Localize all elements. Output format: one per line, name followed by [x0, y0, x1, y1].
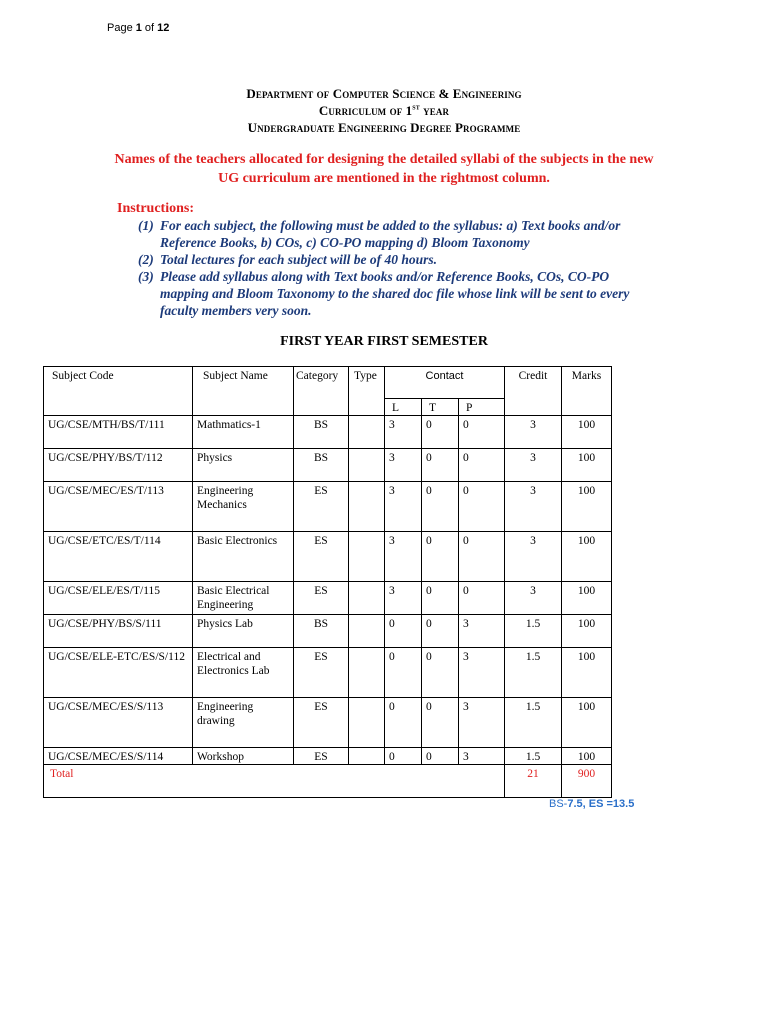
cell-p: 0 — [459, 532, 505, 582]
page-of: of — [141, 22, 158, 34]
cell-subject-code: UG/CSE/MEC/ES/T/113 — [44, 482, 193, 532]
cell-t: 0 — [422, 532, 459, 582]
cell-category: ES — [294, 532, 349, 582]
cell-subject-code: UG/CSE/MEC/ES/S/114 — [44, 748, 193, 765]
programme-heading: Undergraduate Engineering Degree Programme — [247, 120, 521, 135]
cell-t: 0 — [422, 648, 459, 698]
cell-subject-name: Basic Electrical Engineering — [193, 582, 294, 615]
cell-l: 3 — [385, 449, 422, 482]
cell-l: 0 — [385, 698, 422, 748]
cell-t: 0 — [422, 698, 459, 748]
cell-credit: 1.5 — [505, 748, 562, 765]
semester-title: FIRST YEAR FIRST SEMESTER — [280, 334, 488, 349]
curriculum-heading-pre: Curriculum of 1 — [318, 103, 413, 118]
credit-summary — [549, 798, 634, 810]
cell-l: 3 — [385, 416, 422, 449]
page-total: 12 — [157, 22, 170, 34]
header-category: Category — [294, 367, 349, 416]
total-marks: 900 — [562, 765, 612, 798]
cell-l: 3 — [385, 582, 422, 615]
cell-p: 3 — [459, 648, 505, 698]
table-row — [44, 748, 612, 765]
cell-category: ES — [294, 582, 349, 615]
cell-subject-code: UG/CSE/PHY/BS/S/111 — [44, 615, 193, 648]
table-row — [44, 416, 612, 449]
table-row — [44, 582, 612, 615]
cell-l: 0 — [385, 748, 422, 765]
cell-p: 3 — [459, 615, 505, 648]
page-prefix: Page — [107, 22, 136, 34]
cell-subject-name: Engineering drawing — [193, 698, 294, 748]
total-label: Total — [44, 765, 505, 798]
instruction-item — [138, 268, 658, 319]
header-type: Type — [349, 367, 385, 416]
table-row — [44, 482, 612, 532]
cell-t: 0 — [422, 449, 459, 482]
instruction-number: (2) — [138, 252, 154, 267]
cell-subject-code: UG/CSE/ELE-ETC/ES/S/112 — [44, 648, 193, 698]
cell-subject-name: Basic Electronics — [193, 532, 294, 582]
cell-subject-name: Engineering Mechanics — [193, 482, 294, 532]
instruction-number: (1) — [138, 218, 154, 233]
cell-credit: 3 — [505, 532, 562, 582]
cell-credit: 3 — [505, 416, 562, 449]
cell-credit: 1.5 — [505, 615, 562, 648]
cell-category: ES — [294, 482, 349, 532]
curriculum-heading — [0, 103, 768, 119]
cell-category: ES — [294, 698, 349, 748]
instructions-title: Instructions: — [117, 201, 195, 216]
instruction-text: Please add syllabus along with Text books and/or Reference Books, COs, CO-PO mapping and Bloom Taxonomy to the shared doc file whose link will be sent to every faculty members very soon. — [160, 269, 630, 318]
cell-type — [349, 416, 385, 449]
cell-marks: 100 — [562, 615, 612, 648]
cell-p: 0 — [459, 449, 505, 482]
cell-credit: 3 — [505, 482, 562, 532]
curriculum-table — [43, 366, 612, 798]
cell-type — [349, 648, 385, 698]
cell-subject-name: Workshop — [193, 748, 294, 765]
cell-type — [349, 698, 385, 748]
cell-credit: 1.5 — [505, 698, 562, 748]
cell-subject-code: UG/CSE/MTH/BS/T/111 — [44, 416, 193, 449]
cell-t: 0 — [422, 615, 459, 648]
cell-subject-code: UG/CSE/ETC/ES/T/114 — [44, 532, 193, 582]
cell-type — [349, 748, 385, 765]
cell-l: 0 — [385, 648, 422, 698]
table-row — [44, 615, 612, 648]
header-t: T — [422, 399, 459, 416]
table-row — [44, 648, 612, 698]
es-label: , ES = — [582, 798, 613, 810]
cell-credit: 3 — [505, 449, 562, 482]
cell-marks: 100 — [562, 748, 612, 765]
cell-subject-code: UG/CSE/PHY/BS/T/112 — [44, 449, 193, 482]
header-contact: Contact — [385, 367, 505, 399]
cell-marks: 100 — [562, 698, 612, 748]
table-row — [44, 532, 612, 582]
cell-marks: 100 — [562, 648, 612, 698]
instructions-list — [138, 217, 658, 319]
table-row — [44, 698, 612, 748]
cell-t: 0 — [422, 482, 459, 532]
cell-marks: 100 — [562, 582, 612, 615]
department-heading: Department of Computer Science & Engineering — [246, 86, 522, 101]
page-current: 1 — [135, 22, 142, 34]
cell-category: BS — [294, 449, 349, 482]
header-credit: Credit — [505, 367, 562, 416]
cell-marks: 100 — [562, 449, 612, 482]
cell-category: BS — [294, 416, 349, 449]
cell-category: ES — [294, 648, 349, 698]
cell-type — [349, 582, 385, 615]
instruction-number: (3) — [138, 269, 154, 284]
cell-marks: 100 — [562, 416, 612, 449]
es-value: 13.5 — [612, 798, 635, 810]
total-credit: 21 — [505, 765, 562, 798]
cell-subject-name: Physics — [193, 449, 294, 482]
cell-subject-name: Electrical and Electronics Lab — [193, 648, 294, 698]
cell-p: 0 — [459, 582, 505, 615]
cell-p: 3 — [459, 748, 505, 765]
header-l: L — [385, 399, 422, 416]
curriculum-heading-sup: st — [412, 102, 420, 112]
header-subject-name: Subject Name — [193, 367, 294, 416]
cell-l: 3 — [385, 482, 422, 532]
cell-subject-code: UG/CSE/MEC/ES/S/113 — [44, 698, 193, 748]
cell-l: 3 — [385, 532, 422, 582]
cell-subject-name: Physics Lab — [193, 615, 294, 648]
cell-credit: 3 — [505, 582, 562, 615]
cell-l: 0 — [385, 615, 422, 648]
cell-type — [349, 532, 385, 582]
cell-type — [349, 449, 385, 482]
header-subject-code: Subject Code — [44, 367, 193, 416]
cell-marks: 100 — [562, 532, 612, 582]
page-indicator — [107, 22, 169, 34]
teacher-allocation-notice: Names of the teachers allocated for designing the detailed syllabi of the subjects in the new UG curriculum are mentioned in the rightmost column. — [114, 152, 654, 186]
cell-type — [349, 482, 385, 532]
instruction-text: Total lectures for each subject will be of 40 hours. — [160, 252, 438, 267]
bs-label: BS- — [549, 798, 568, 810]
cell-type — [349, 615, 385, 648]
cell-p: 3 — [459, 698, 505, 748]
cell-subject-name: Mathmatics-1 — [193, 416, 294, 449]
cell-t: 0 — [422, 416, 459, 449]
cell-p: 0 — [459, 482, 505, 532]
cell-category: BS — [294, 615, 349, 648]
cell-subject-code: UG/CSE/ELE/ES/T/115 — [44, 582, 193, 615]
cell-t: 0 — [422, 582, 459, 615]
table-header-row — [44, 367, 612, 399]
cell-category: ES — [294, 748, 349, 765]
table-total-row — [44, 765, 612, 798]
cell-p: 0 — [459, 416, 505, 449]
instruction-item — [138, 217, 658, 251]
cell-marks: 100 — [562, 482, 612, 532]
cell-credit: 1.5 — [505, 648, 562, 698]
header-p: P — [459, 399, 505, 416]
instruction-item — [138, 251, 658, 268]
bs-value: 7.5 — [567, 798, 583, 810]
cell-t: 0 — [422, 748, 459, 765]
header-marks: Marks — [562, 367, 612, 416]
instruction-text: For each subject, the following must be added to the syllabus: a) Text books and/or Reference Books, b) COs, c) CO-PO mapping d) Bloom Taxonomy — [160, 218, 621, 250]
table-row — [44, 449, 612, 482]
curriculum-heading-post: year — [419, 103, 450, 118]
